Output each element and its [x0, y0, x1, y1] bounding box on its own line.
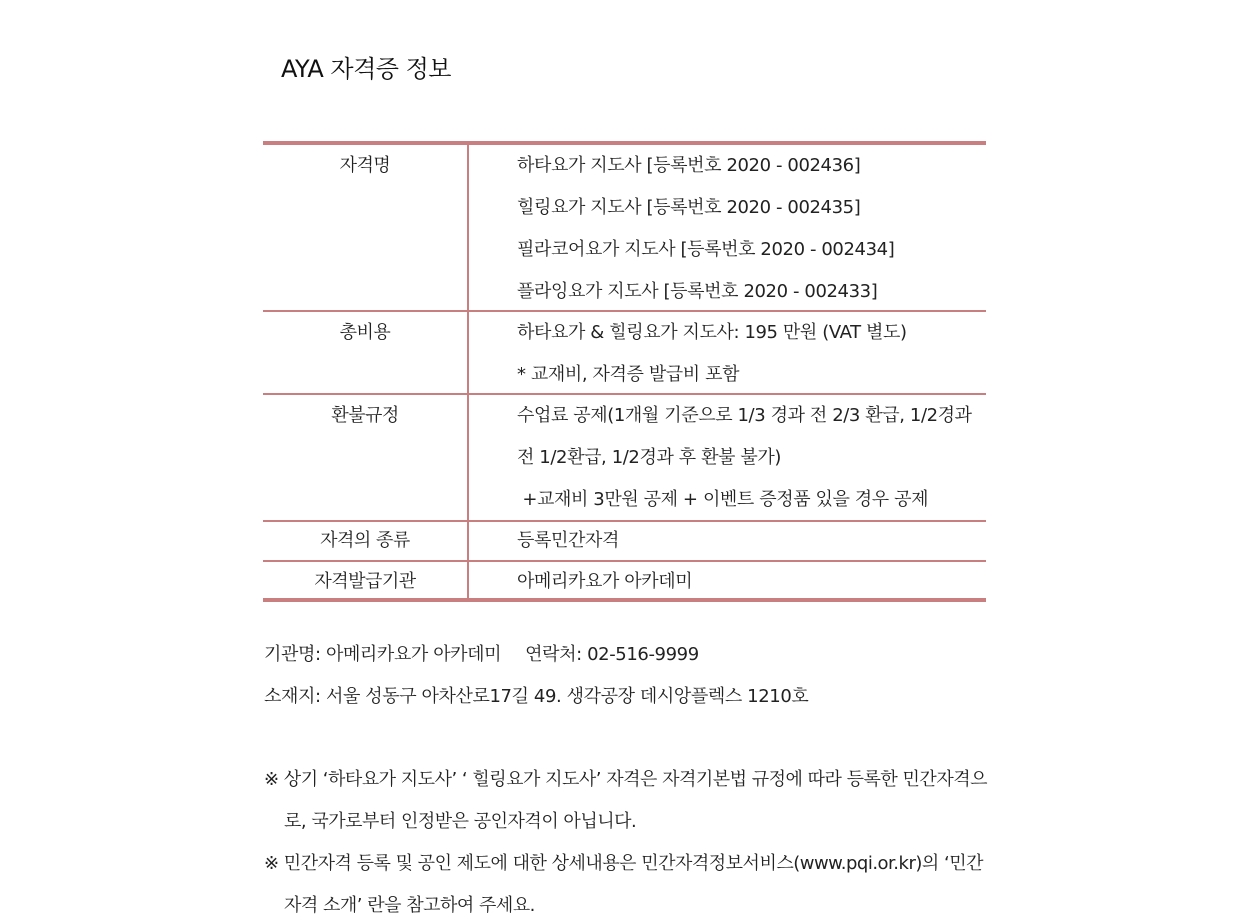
table-row-certificate-type: [263, 520, 986, 560]
certificate-info-table: [263, 141, 986, 602]
address: 소재지: 서울 성동구 아차산로17길 49. 생각공장 데시앙플렉스 1210호: [264, 686, 809, 707]
value-line: 등록민간자격: [517, 530, 619, 551]
notice-text: ※ 상기 ‘하타요가 지도사’ ‘ 힐링요가 지도사’ 자격은 자격기본법 규정에 따라 등록한 민간자격으: [264, 769, 987, 790]
phone-number: 연락처: 02-516-9999: [525, 644, 699, 665]
page-title: AYA 자격증 정보: [281, 55, 451, 83]
row-value: [469, 312, 986, 393]
contact-line: [264, 634, 808, 676]
value-line: 수업료 공제(1개월 기준으로 1/3 경과 전 2/3 환급, 1/2경과: [517, 405, 972, 426]
row-label: 자격명: [263, 145, 469, 310]
value-line: 플라잉요가 지도사 [등록번호 2020 - 002433]: [517, 281, 878, 302]
row-value: [469, 145, 986, 310]
row-label: 총비용: [263, 312, 469, 393]
notice-item: [264, 759, 994, 843]
value-line: +교재비 3만원 공제 + 이벤트 증정품 있을 경우 공제: [517, 489, 929, 510]
row-label: 환불규정: [263, 395, 469, 520]
notice-text: ※ 민간자격 등록 및 공인 제도에 대한 상세내용은 민간자격정보서비스(www.pqi.or.kr)의 ‘민간: [264, 853, 983, 874]
row-value: [469, 522, 986, 560]
row-label: 자격발급기관: [263, 562, 469, 598]
table-row-refund-policy: [263, 393, 986, 520]
notice-item: [264, 843, 994, 924]
row-value: [469, 395, 986, 520]
value-line: 필라코어요가 지도사 [등록번호 2020 - 002434]: [517, 239, 895, 260]
table-row-issuing-organization: [263, 560, 986, 598]
value-line: 전 1/2환급, 1/2경과 후 환불 불가): [517, 447, 781, 468]
value-line: 하타요가 지도사 [등록번호 2020 - 002436]: [517, 155, 861, 176]
value-line: 아메리카요가 아카데미: [517, 571, 693, 592]
row-value: [469, 562, 986, 598]
contact-info: [264, 634, 808, 718]
notice-text: 자격 소개’ 란을 참고하여 주세요.: [284, 895, 535, 916]
notice-section: [264, 759, 994, 924]
notice-text: 로, 국가로부터 인정받은 공인자격이 아닙니다.: [284, 811, 637, 832]
organization-name: 기관명: 아메리카요가 아카데미: [264, 644, 502, 665]
table-row-certificate-name: [263, 145, 986, 310]
value-line: * 교재비, 자격증 발급비 포함: [517, 364, 740, 385]
row-label: 자격의 종류: [263, 522, 469, 560]
table-row-total-cost: [263, 310, 986, 393]
value-line: 힐링요가 지도사 [등록번호 2020 - 002435]: [517, 197, 861, 218]
value-line: 하타요가 & 힐링요가 지도사: 195 만원 (VAT 별도): [517, 322, 907, 343]
